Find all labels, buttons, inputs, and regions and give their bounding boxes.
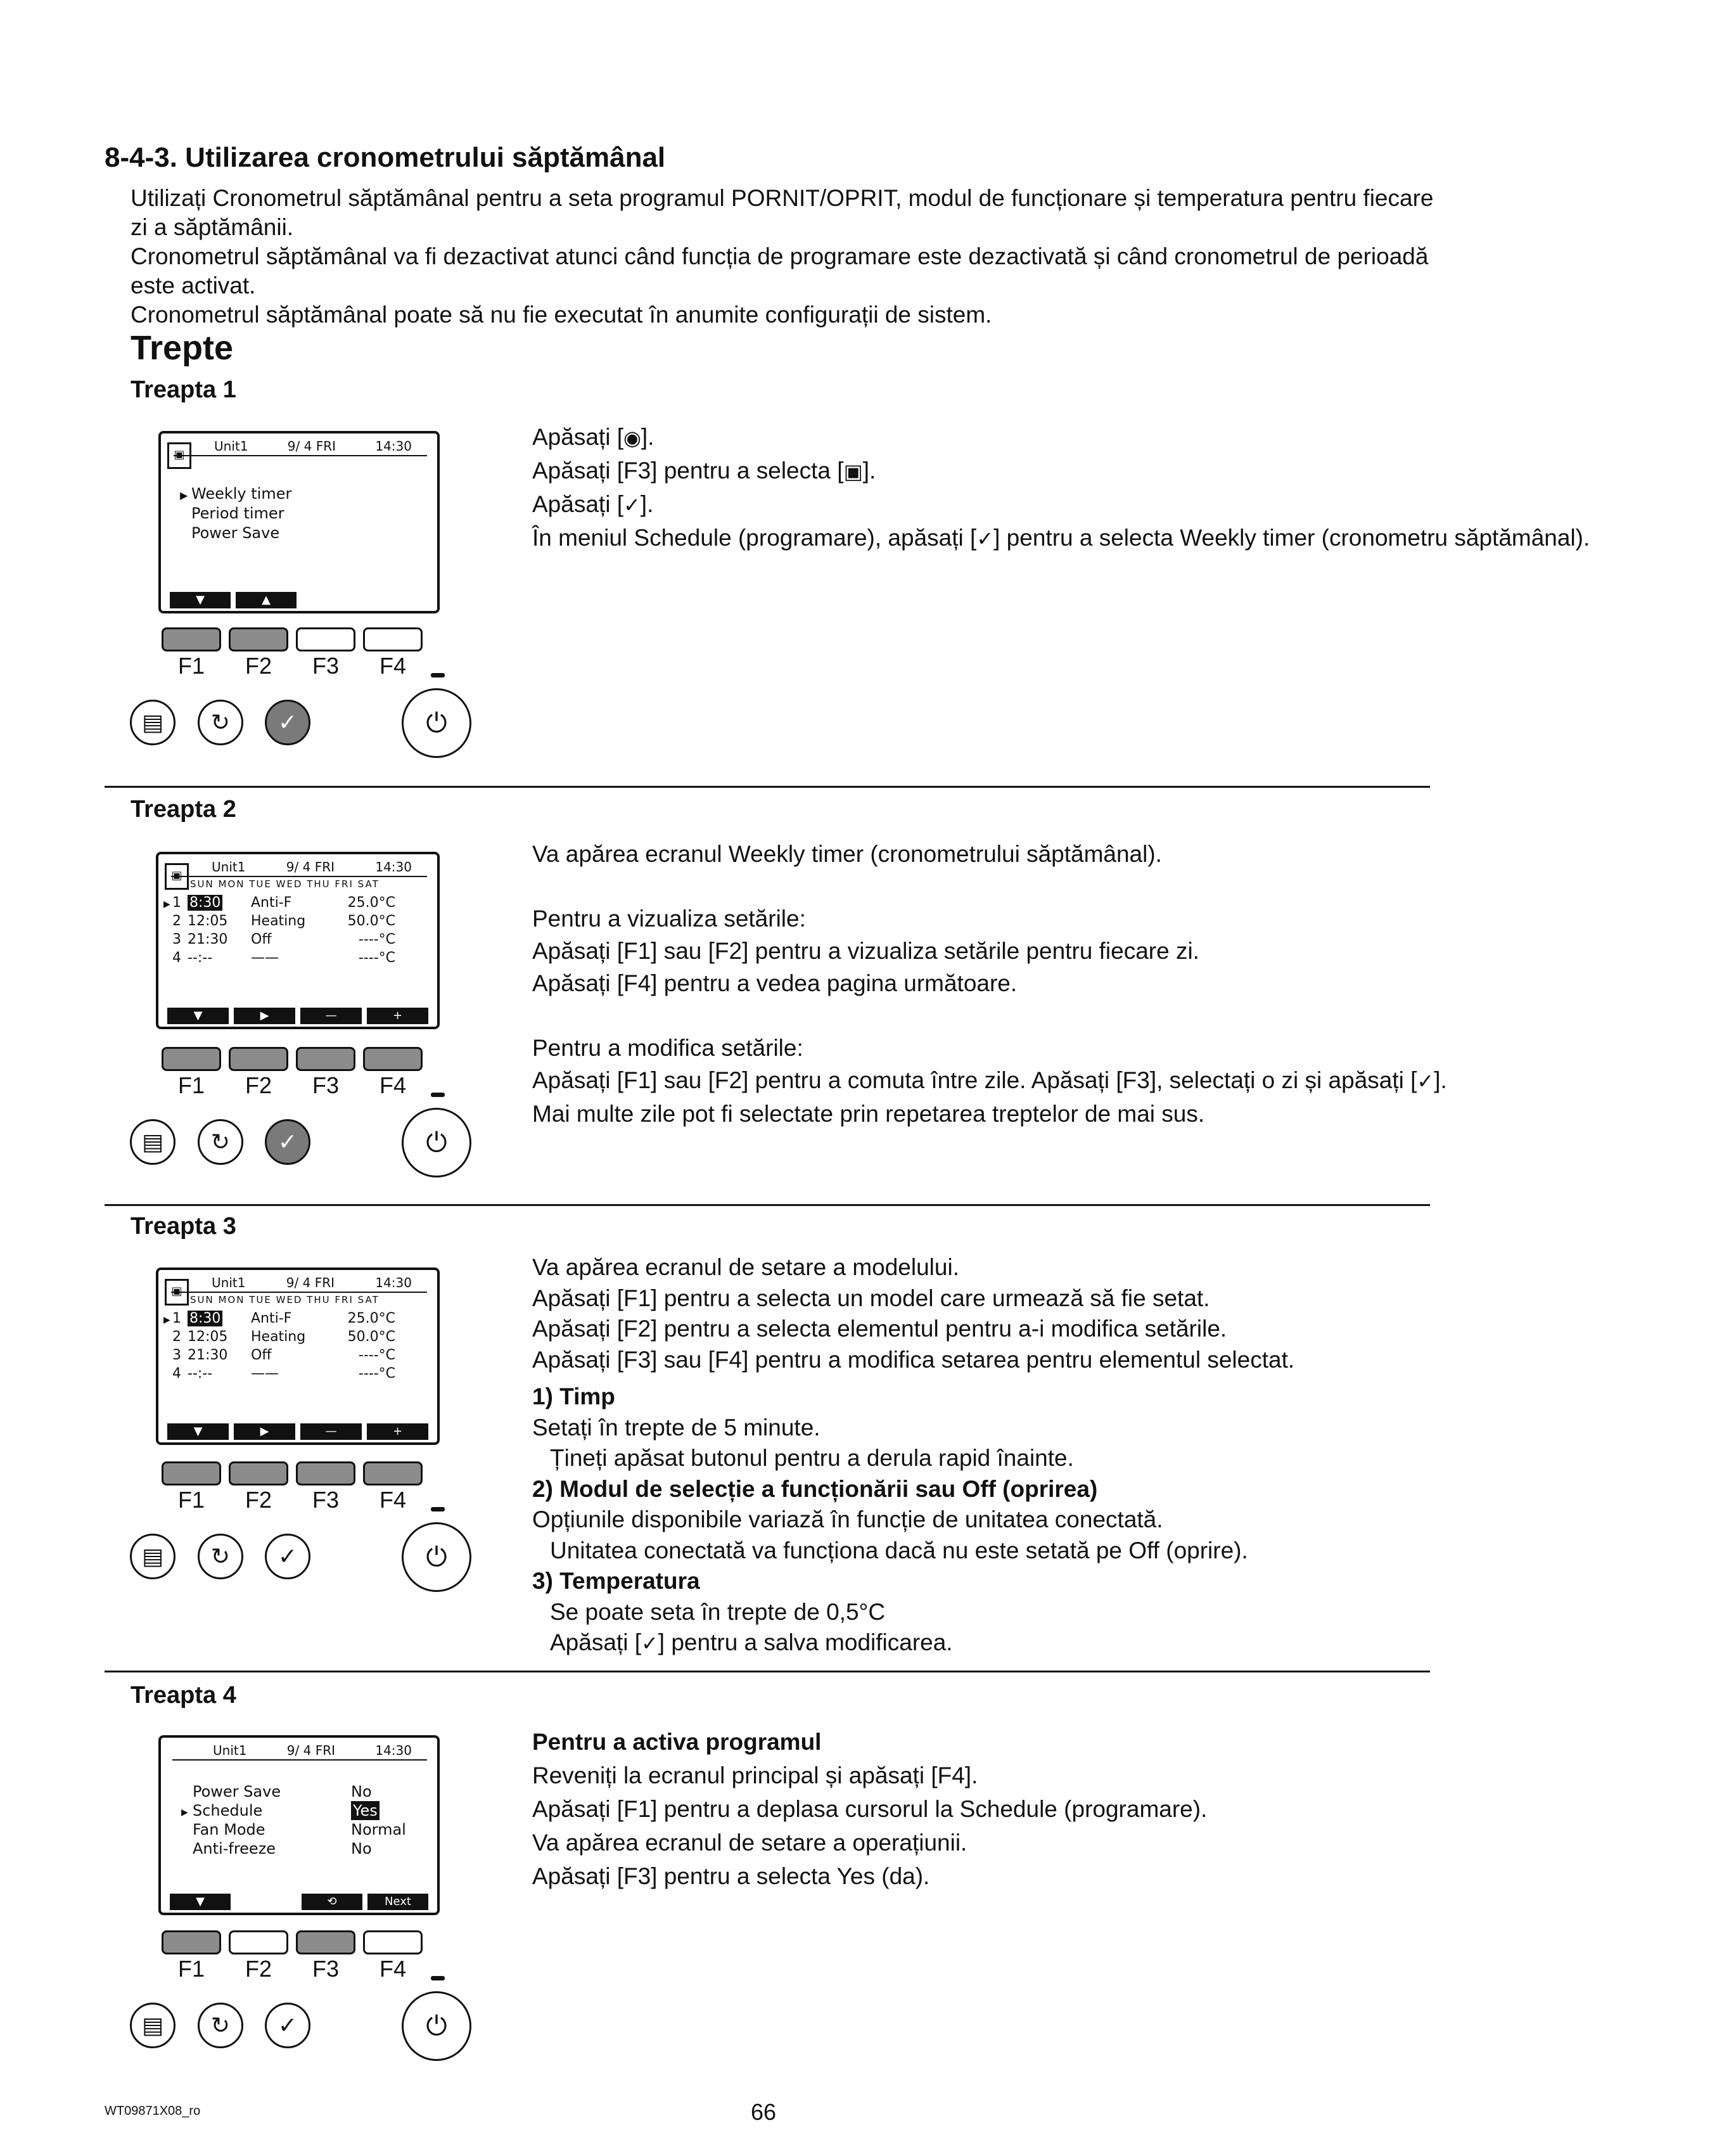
menu-button[interactable] (130, 2003, 176, 2048)
lcd-date: 9/ 4 FRI (286, 1275, 335, 1290)
f3-label: F3 (312, 653, 339, 679)
step4-title: Treapta 4 (131, 1682, 236, 1709)
schedule-icon: ▣ (165, 1279, 189, 1306)
f3-button[interactable] (296, 627, 355, 651)
instruction-line: Țineți apăsat butonul pentru a derula rapid înainte. (550, 1445, 1074, 1471)
function-key-labels (162, 1072, 423, 1099)
lcd-fbar-key: ▲ (236, 592, 297, 608)
lcd-weekdays: SUN MON TUE WED THU FRI SAT (190, 878, 380, 890)
f4-label: F4 (379, 1072, 406, 1098)
f2-label: F2 (245, 1072, 272, 1098)
confirm-button[interactable] (265, 700, 310, 745)
lcd-fbar-key: ▶ (234, 1423, 295, 1440)
confirm-button[interactable] (265, 1119, 310, 1165)
schedule-icon: ▣ (165, 863, 189, 890)
lcd-time: 14:30 (375, 859, 412, 875)
step2-lcd-screen (156, 852, 440, 1029)
power-led (431, 673, 445, 677)
table-row[interactable]: 4 --:-- —— ----°C (172, 950, 395, 966)
lcd-time: 14:30 (375, 1275, 412, 1290)
f1-button[interactable] (162, 1930, 221, 1954)
lcd-fbar-key: — (300, 1423, 362, 1440)
instruction-line: Apăsați [F4] pentru a vedea pagina următoare. (532, 970, 1018, 996)
instruction-line: Opțiunile disponibile variază în funcție de unitatea conectată. (532, 1506, 1163, 1532)
step4-lcd-screen (158, 1735, 440, 1915)
function-key-labels (162, 1487, 423, 1513)
check-icon: ✓ (641, 1631, 658, 1655)
f4-button[interactable] (363, 1461, 423, 1485)
instruction-line: Va apărea ecranul de setare a operațiunii. (532, 1830, 967, 1856)
lcd-unit: Unit1 (212, 1275, 246, 1290)
subheading: 2) Modul de selecție a funcționării sau Off (oprirea) (532, 1475, 1098, 1502)
check-icon: ✓ (976, 527, 994, 551)
instruction-line: Pentru a vizualiza setările: (532, 906, 806, 932)
menu-icon: ▤ (141, 709, 163, 736)
instruction-line: Apăsați [F3] pentru a selecta [▣]. (532, 458, 876, 484)
check-icon: ✓ (1417, 1069, 1434, 1093)
instruction-line: Apăsați [F3] pentru a selecta Yes (da). (532, 1863, 930, 1889)
menu-icon: ◉ (623, 426, 641, 450)
document-code: WT09871X08_ro (105, 2104, 201, 2118)
instruction-line: Apăsați [F1] sau [F2] pentru a vizualiza setările pentru fiecare zi. (532, 938, 1199, 964)
return-button[interactable] (198, 700, 243, 745)
lcd-fbar-key: ⟲ (302, 1894, 362, 1910)
f1-label: F1 (177, 1956, 205, 1982)
divider (105, 786, 1430, 788)
instruction-line: Se poate seta în trepte de 0,5°C (550, 1598, 886, 1625)
f4-label: F4 (379, 1487, 406, 1513)
table-row[interactable]: 3 21:30 Off ----°C (172, 932, 395, 947)
setting-row[interactable]: Power Save No (193, 1783, 372, 1800)
power-button[interactable] (402, 1108, 471, 1177)
function-keys (162, 1930, 423, 1954)
subheading: 3) Temperatura (532, 1568, 700, 1594)
f2-button[interactable] (229, 1047, 288, 1071)
menu-icon: ▤ (141, 1543, 163, 1570)
return-button[interactable] (198, 1119, 243, 1165)
f1-button[interactable] (162, 1047, 221, 1071)
table-row[interactable]: 3 21:30 Off ----°C (172, 1347, 395, 1363)
lcd-settings-list (184, 1782, 406, 1858)
confirm-button[interactable] (265, 1534, 310, 1579)
subheading: Pentru a activa programul (532, 1729, 822, 1755)
table-row[interactable]: ▶ 1 8:30 Anti-F 25.0°C (172, 1309, 395, 1328)
lcd-time: 14:30 (375, 1743, 412, 1758)
f2-button[interactable] (229, 1930, 288, 1954)
instruction-line: Apăsați [✓]. (532, 491, 654, 517)
f1-button[interactable] (162, 1461, 221, 1485)
instruction-line: Unitatea conectată va funcționa dacă nu este setată pe Off (oprire). (550, 1537, 1248, 1563)
schedule-icon: ▣ (167, 442, 191, 469)
instruction-line: Setați în trepte de 5 minute. (532, 1414, 820, 1441)
f1-label: F1 (177, 1072, 205, 1098)
power-button[interactable] (402, 1522, 471, 1592)
lcd-fbar-key: Next (367, 1894, 428, 1910)
instruction-line: Va apărea ecranul de setare a modelului. (532, 1254, 959, 1280)
step4-instructions (532, 1725, 1717, 1893)
instruction-line: Apăsați [F2] pentru a selecta elementul pentru a-i modifica setările. (532, 1316, 1227, 1342)
power-icon: ⏻ (426, 2010, 447, 2041)
power-led (431, 1976, 445, 1980)
step1-title: Treapta 1 (131, 376, 236, 403)
lcd-status-bar (174, 439, 427, 456)
return-icon: ↻ (210, 709, 231, 736)
return-button[interactable] (198, 1534, 243, 1579)
steps-heading: Trepte (131, 329, 234, 367)
lcd-fbar-key: ▶ (234, 1008, 295, 1024)
f3-label: F3 (312, 1956, 339, 1982)
f4-label: F4 (379, 1956, 406, 1982)
lcd-fbar-key: ▼ (170, 592, 231, 608)
menu-button[interactable] (130, 700, 176, 745)
lcd-date: 9/ 4 FRI (286, 859, 335, 875)
instruction-line: Apăsați [F1] sau [F2] pentru a comuta între zile. Apăsați [F3], selectați o zi și apăsați [✓]. (532, 1067, 1447, 1093)
lcd-unit: Unit1 (214, 439, 248, 454)
f1-button[interactable] (162, 627, 221, 651)
lcd-unit: Unit1 (212, 859, 246, 875)
instruction-line: Reveniți la ecranul principal și apăsați [F4]. (532, 1762, 978, 1788)
f4-button[interactable] (363, 627, 423, 651)
power-icon: ⏻ (426, 1127, 447, 1158)
lcd-function-bar (170, 1894, 428, 1910)
lcd-weekdays: SUN MON TUE WED THU FRI SAT (190, 1294, 380, 1306)
return-icon: ↻ (210, 1129, 231, 1155)
step1-instructions (532, 421, 1717, 555)
instruction-line: Apăsați [F1] pentru a deplasa cursorul la Schedule (programare). (532, 1796, 1208, 1822)
step3-title: Treapta 3 (131, 1213, 236, 1240)
f3-button[interactable] (296, 1461, 355, 1485)
divider (105, 1671, 1430, 1672)
lcd-fbar-key: — (300, 1008, 362, 1024)
power-icon: ⏻ (426, 1541, 447, 1572)
step3-instructions (532, 1252, 1717, 1659)
f2-label: F2 (245, 653, 272, 679)
instruction-line: Va apărea ecranul Weekly timer (cronometrului săptămânal). (532, 841, 1162, 867)
power-button[interactable] (402, 688, 471, 758)
lcd-status-bar (171, 1275, 427, 1293)
schedule-icon: ▣ (843, 459, 863, 484)
lcd-unit: Unit1 (213, 1743, 247, 1758)
check-icon: ✓ (278, 709, 298, 736)
table-row[interactable]: 4 --:-- —— ----°C (172, 1366, 395, 1382)
setting-row[interactable]: ▶ Schedule Yes (184, 1801, 406, 1820)
function-keys (162, 1047, 423, 1071)
power-led (431, 1093, 445, 1097)
menu-button[interactable] (130, 1119, 176, 1165)
intro-paragraph: Utilizați Cronometrul săptămânal pentru a seta programul PORNIT/OPRIT, modul de funcționare și temperatura pentru fiecare zi a săptămânii. (131, 185, 1434, 240)
check-icon: ✓ (278, 1543, 298, 1570)
menu-icon: ▤ (141, 2012, 163, 2039)
lcd-fbar-key (302, 592, 362, 608)
lcd-fbar-key: + (367, 1008, 428, 1024)
power-icon: ⏻ (426, 707, 447, 738)
setting-row[interactable]: Anti-freeze No (193, 1840, 372, 1858)
f1-label: F1 (177, 1487, 205, 1513)
lcd-fbar-key: + (367, 1423, 428, 1440)
instruction-line: În meniul Schedule (programare), apăsați [✓] pentru a selecta Weekly timer (cronometru săptămânal). (532, 525, 1590, 551)
lcd-time: 14:30 (375, 439, 412, 454)
table-row[interactable]: 2 12:05 Heating 50.0°C (172, 913, 395, 929)
lcd-menu-item[interactable]: ▶ Weekly timer (181, 484, 291, 504)
lcd-date: 9/ 4 FRI (286, 1743, 335, 1758)
function-keys (162, 1461, 423, 1485)
function-key-labels (162, 653, 423, 679)
f2-button[interactable] (229, 627, 288, 651)
f2-label: F2 (245, 1487, 272, 1513)
f3-button[interactable] (296, 1930, 355, 1954)
intro-paragraph: Cronometrul săptămânal va fi dezactivat atunci când funcția de programare este dezactivată și când cronometrul de perioadă este activat. (131, 243, 1429, 298)
lcd-schedule-table (172, 1309, 395, 1383)
lcd-menu-item[interactable]: Power Save (191, 524, 280, 542)
return-icon: ↻ (210, 1543, 231, 1570)
menu-icon: ▤ (141, 1129, 163, 1155)
f2-button[interactable] (229, 1461, 288, 1485)
instruction-line: Apăsați [F3] sau [F4] pentru a modifica setarea pentru elementul selectat. (532, 1346, 1295, 1373)
lcd-menu-item[interactable]: Period timer (191, 504, 284, 522)
instruction-line: Pentru a modifica setările: (532, 1035, 803, 1061)
check-icon: ✓ (278, 2012, 298, 2039)
intro-paragraph: Cronometrul săptămânal poate să nu fie executat în anumite configurații de sistem. (131, 302, 992, 328)
step3-lcd-screen (156, 1267, 440, 1445)
instruction-line: Mai multe zile pot fi selectate prin repetarea treptelor de mai sus. (532, 1101, 1205, 1127)
function-keys (162, 627, 423, 651)
menu-button[interactable] (130, 1534, 176, 1579)
f4-label: F4 (379, 653, 406, 679)
function-key-labels (162, 1956, 423, 1982)
instruction-line: Apăsați [F1] pentru a selecta un model care urmează să fie setat. (532, 1285, 1210, 1311)
confirm-button[interactable] (265, 2003, 310, 2048)
power-led (431, 1507, 445, 1511)
intro-text (131, 184, 1436, 330)
step1-lcd-screen (158, 431, 440, 613)
lcd-function-bar (167, 1008, 428, 1024)
f2-label: F2 (245, 1956, 272, 1982)
lcd-fbar-key: ▼ (167, 1008, 229, 1024)
f3-button[interactable] (296, 1047, 355, 1071)
lcd-status-bar (172, 1743, 427, 1761)
step2-instructions (532, 838, 1717, 1130)
return-button[interactable] (198, 2003, 243, 2048)
f3-label: F3 (312, 1487, 339, 1513)
lcd-function-bar (167, 1423, 428, 1440)
check-icon: ✓ (278, 1129, 298, 1155)
f3-label: F3 (312, 1072, 339, 1098)
lcd-function-bar (170, 592, 428, 608)
lcd-status-bar (171, 859, 427, 877)
subheading: 1) Timp (532, 1383, 615, 1409)
f4-button[interactable] (363, 1930, 423, 1954)
setting-row[interactable]: Fan Mode Normal (193, 1821, 406, 1838)
f4-button[interactable] (363, 1047, 423, 1071)
table-row[interactable]: 2 12:05 Heating 50.0°C (172, 1329, 395, 1345)
lcd-fbar-key: ▼ (170, 1894, 231, 1910)
step2-title: Treapta 2 (131, 796, 236, 823)
lcd-date: 9/ 4 FRI (287, 439, 336, 454)
table-row[interactable]: ▶ 1 8:30 Anti-F 25.0°C (172, 894, 395, 912)
lcd-fbar-key: ▼ (167, 1423, 229, 1440)
lcd-menu (181, 484, 291, 543)
lcd-schedule-table (172, 894, 395, 967)
divider (105, 1204, 1430, 1206)
page-number: 66 (751, 2099, 777, 2125)
section-heading: 8-4-3. Utilizarea cronometrului săptămânal (105, 142, 666, 173)
f1-label: F1 (177, 653, 205, 679)
return-icon: ↻ (210, 2012, 231, 2039)
instruction-line: Apăsați [✓] pentru a salva modificarea. (550, 1629, 953, 1655)
check-icon: ✓ (623, 493, 641, 517)
lcd-fbar-key (236, 1894, 297, 1910)
instruction-line: Apăsați [◉]. (532, 424, 654, 450)
lcd-fbar-key (367, 592, 428, 608)
power-button[interactable] (402, 1991, 471, 2061)
